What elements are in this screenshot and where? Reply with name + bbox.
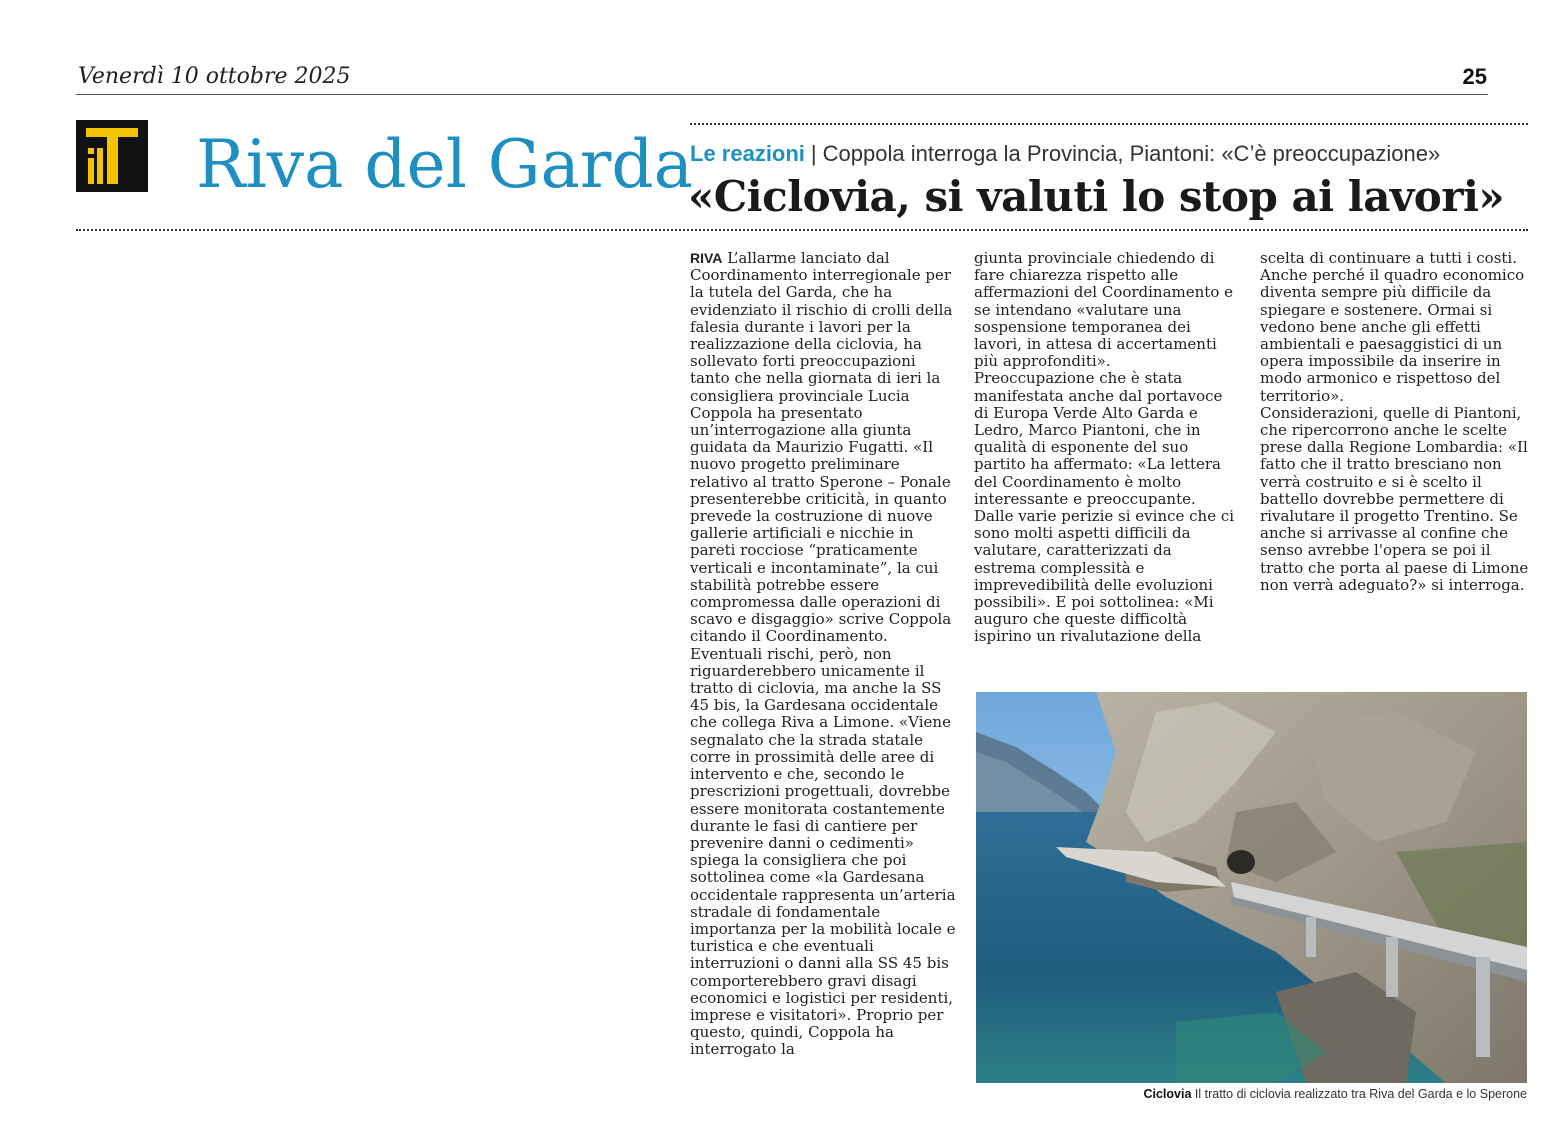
page-number: 25 (1462, 64, 1487, 89)
logo-t-stem (107, 128, 118, 184)
paragraph: scelta di continuare a tutti i costi. Anche perché il quadro economico diventa sempre più difficile da spiegare e sostenere. Ormai si vedono bene anche gli effetti ambientali e paesaggistici di un opera impossibile da inserire in modo armonico e rispettoso del territorio». (1260, 249, 1525, 405)
kicker-subtitle: Coppola interroga la Provincia, Piantoni: «C’è preoccupazione» (822, 141, 1441, 166)
dotted-divider-bottom (76, 229, 1528, 231)
article-column-3 (1260, 250, 1530, 594)
paragraph: giunta provinciale chiedendo di fare chiarezza rispetto alle affermazioni del Coordinamento e se intendano «valutare una sospensione temporanea dei lavori, in attesa di accertamenti più approfonditi». (974, 249, 1233, 371)
caption-text: Il tratto di ciclovia realizzato tra Riva del Garda e lo Sperone (1194, 1087, 1527, 1101)
header-divider (76, 94, 1488, 95)
kicker-label: Le reazioni (690, 141, 805, 166)
kicker-separator: | (810, 141, 817, 166)
paragraph-text: L’allarme lanciato dal Coordinamento interregionale per la tutela del Garda, che ha evidenziato il rischio di crolli della falesia durante i lavori per la realizzazione della ciclovia, ha sollevato forti preoccupazioni tanto che nella giornata di ieri la consigliera provinciale Lucia Coppola ha presentato un’interrogazione alla giunta guidata da Maurizio Fugatti. «Il nuovo progetto preliminare relativo al tratto Sperone – Ponale presenterebbe criticità, in quanto prevede la costruzione di nuove gallerie artificiali e nicchie in pareti rocciose “praticamente verticali e incontaminate”, la cui stabilità potrebbe essere compromessa dalle operazioni di scavo e disgaggio» scrive Coppola citando il Coordinamento. (690, 249, 953, 646)
il-t-logo[interactable] (76, 120, 148, 192)
dateline: RIVA (690, 250, 723, 266)
section-title: Riva del Garda (196, 126, 694, 203)
article-headline: «Ciclovia, si valuti lo stop ai lavori» (688, 172, 1505, 221)
paragraph: Preoccupazione che è stata manifestata anche dal portavoce di Europa Verde Alto Garda e Ledro, Marco Piantoni, che in qualità di esponente del suo partito ha affermato: «La lettera del Coordinamento è molto interessante e preoccupante. Dalle varie perizie si evince che ci sono molti aspetti difficili da valutare, caratterizzati da estrema complessità e imprevedibilità delle evoluzioni possibili». E poi sottolinea: «Mi auguro che queste difficoltà ispirino un rivalutazione della (974, 369, 1235, 646)
article-photo[interactable] (976, 692, 1527, 1083)
article-column-1 (690, 250, 958, 1059)
logo-i-dot (88, 148, 94, 154)
photo-caption (1143, 1087, 1527, 1101)
caption-label: Ciclovia (1143, 1087, 1192, 1101)
dotted-divider-top (690, 123, 1528, 125)
lake-cliff-photo (976, 692, 1527, 1083)
paragraph: Considerazioni, quelle di Piantoni, che ripercorrono anche le scelte prese dalla Regione Lombardia: «Il fatto che il tratto bresciano non verrà costruito e si è scelto il battello dovrebbe permettere di rivalutare il progetto Trentino. Se anche si arrivasse al confine che senso avrebbe l'opera se poi il tratto che porta al paese di Limone non verrà adeguato?» si interroga. (1260, 403, 1529, 594)
logo-l-stem (97, 148, 103, 184)
issue-date: Venerdì 10 ottobre 2025 (78, 64, 351, 89)
article-column-2 (974, 250, 1236, 646)
paragraph: Eventuali rischi, però, non riguarderebbero unicamente il tratto di ciclovia, ma anche la SS 45 bis, la Gardesana occidentale che collega Riva a Limone. «Viene segnalato che la strada statale corre in prossimità delle aree di intervento e che, secondo le prescrizioni progettuali, dovrebbe essere monitorata costantemente durante le fasi di cantiere per prevenire danni o cedimenti» spiega la consigliera che poi sottolinea come «la Gardesana occidentale rappresenta un’arteria stradale di fondamentale importanza per la mobilità locale e turistica e che eventuali interruzioni o danni alla SS 45 bis comporterebbero gravi disagi economici e logistici per residenti, imprese e visitatori». Proprio per questo, quindi, Coppola ha interrogato la (690, 644, 956, 1059)
paragraph (690, 250, 958, 646)
article-kicker (690, 141, 1440, 167)
logo-i-stem (88, 158, 94, 184)
